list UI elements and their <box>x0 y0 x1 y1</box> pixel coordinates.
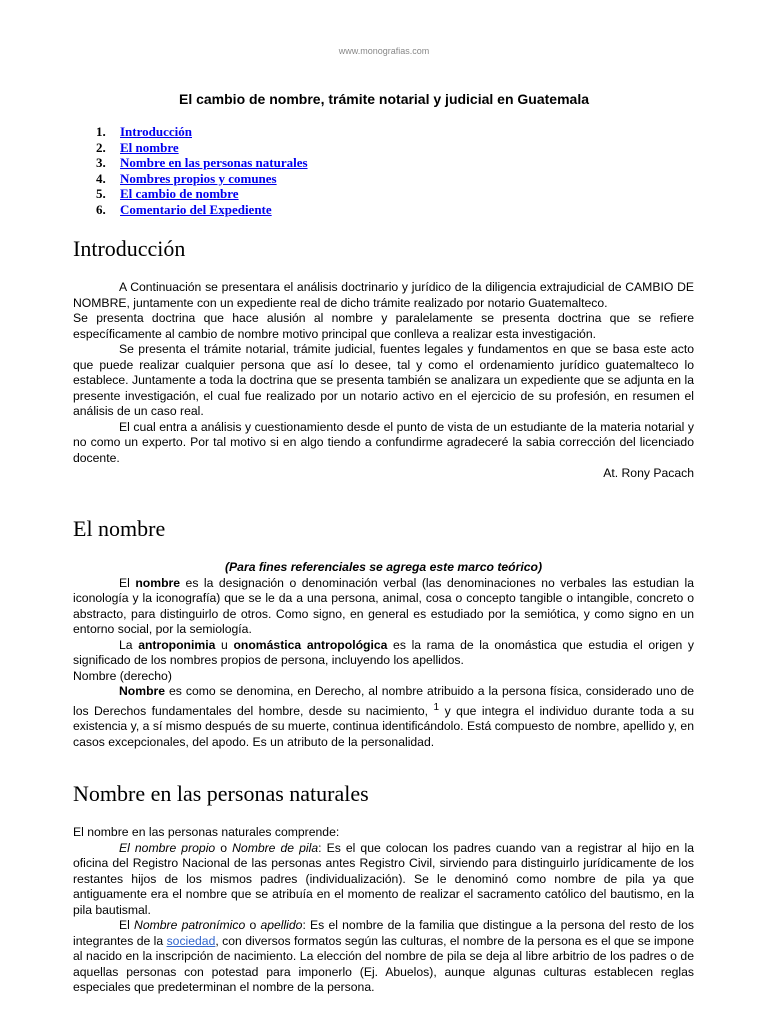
reference-note: (Para fines referenciales se agrega este marco teórico) <box>224 560 543 574</box>
toc-link-el-nombre[interactable]: El nombre <box>120 139 179 155</box>
signature: At. Rony Pacach <box>603 466 694 480</box>
toc-item: 3. Nombre en las personas naturales <box>96 155 308 171</box>
paragraph: El nombre en las personas naturales comprende: <box>73 825 340 839</box>
paragraph: El nombre es la designación o denominación verbal (las denominaciones no verbales las estudian la iconología y la iconografía) que se le da a una persona, animal, cosa o concepto tangible o intangible, concreto o abstracto, para distinguirlo de otros. Como signo, en general es estudiado por la semiótica, y como signo en un entorno social, por la semiología. <box>73 575 694 636</box>
site-header: www.monografias.com <box>338 46 430 56</box>
toc-item: 2. El nombre <box>96 139 179 155</box>
section-introduccion <box>73 280 694 482</box>
toc-link-comentario[interactable]: Comentario del Expediente <box>120 201 272 217</box>
section-heading-introduccion: Introducción <box>73 236 186 261</box>
paragraph: Se presenta doctrina que hace alusión al nombre y paralelamente se presenta doctrina que se refiere específicamente al cambio de nombre motivo principal que conlleva a realizar esta investigación. <box>73 311 694 341</box>
toc-item: 1. Introducción <box>96 124 192 139</box>
toc-item: 6. Comentario del Expediente <box>96 201 272 217</box>
paragraph: El cual entra a análisis y cuestionamiento desde el punto de vista de un estudiante de la materia notarial y no como un experto. Por tal motivo si en algo tiendo a confundirme agradeceré la sabia corrección del licenciado docente. <box>73 419 694 465</box>
toc-link-nombres-propios[interactable]: Nombres propios y comunes <box>120 170 277 186</box>
toc-link-introduccion[interactable]: Introducción <box>120 124 192 139</box>
footnote-ref: 1 <box>433 701 440 713</box>
toc-item: 4. Nombres propios y comunes <box>96 170 277 186</box>
paragraph: Se presenta el trámite notarial, trámite judicial, fuentes legales y fundamentos en que se basa este acto que puede realizar cualquier persona que así lo desee, tal y como el ordenamiento jurídico guatemalteco lo establece. Juntamente a toda la doctrina que se presenta también se analizara un expediente que se adjunta en la presente investigación, el cual fue realizado por un notario activo en el ejercicio de su profesión, en resumen el análisis de un caso real. <box>73 342 694 418</box>
document-title: El cambio de nombre, trámite notarial y judicial en Guatemala <box>178 91 589 107</box>
paragraph: Nombre (derecho) <box>73 668 172 683</box>
paragraph: El nombre propio o Nombre de pila: Es el que colocan los padres cuando van a registrar al hijo en la oficina del Registro Nacional de las personas antes Registro Civil, sirviendo para distinguirlo jurídicamente de los restantes hijos de los mismos padres (individualización). Se le denominó como nombre de pila ya que antiguamente era el nombre que se atribuía en el momento de realizar el sacramento católico del bautismo, en la pila bautismal. <box>73 840 694 917</box>
section-personas-naturales <box>73 825 694 996</box>
paragraph: La antroponimia u onomástica antropológica es la rama de la onomástica que estudia el origen y significado de los nombres propios de persona, incluyendo los apellidos. <box>73 637 694 667</box>
paragraph: A Continuación se presentara el análisis doctrinario y jurídico de la diligencia extrajudicial de CAMBIO DE NOMBRE, juntamente con un expediente real de dicho trámite realizado por notario Guatemalteco. <box>73 280 694 310</box>
toc-link-personas-naturales[interactable]: Nombre en las personas naturales <box>120 155 308 171</box>
section-el-nombre <box>73 560 694 750</box>
paragraph: El Nombre patronímico o apellido: Es el nombre de la familia que distingue a la persona del resto de los integrantes de la sociedad, con diversos formatos según las culturas, el nombre de la persona es el que se impone al nacido en la inscripción de nacimiento. La elección del nombre de pila se deja al libre arbitrio de los padres o de aquellas personas con potestad para imponerlo (Ej. Abuelos), aunque algunas culturas establecen reglas especiales que predeterminan el nombre de la persona. <box>73 918 694 994</box>
link-sociedad[interactable]: sociedad <box>166 933 216 948</box>
toc-item: 5. El cambio de nombre <box>96 186 239 202</box>
section-heading-el-nombre: El nombre <box>73 516 166 541</box>
toc-link-cambio-de-nombre[interactable]: El cambio de nombre <box>120 186 239 202</box>
paragraph: Nombre es como se denomina, en Derecho, al nombre atribuido a la persona física, considerado uno de los Derechos fundamentales del hombre, desde su nacimiento, $^1$ y que integra el individuo durante toda a su existencia y, a sí mismo después de su muerte, continua identificándolo. Está compuesto de nombre, apellido y, en casos excepcionales, del apodo. Es un atributo de la personalidad. <box>73 684 695 749</box>
table-of-contents <box>96 124 308 218</box>
section-heading-personas-naturales: Nombre en las personas naturales <box>73 781 369 806</box>
